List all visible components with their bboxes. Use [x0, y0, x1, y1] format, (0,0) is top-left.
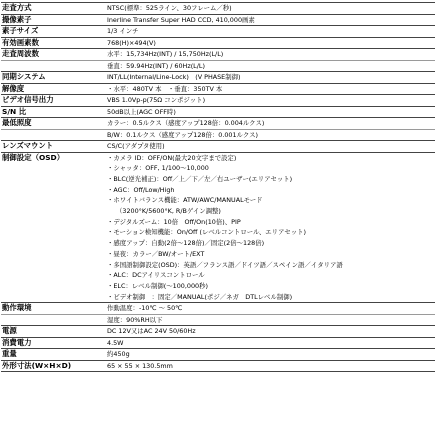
- osd-item-elc: ・ELC：レベル制御(～100,000秒): [107, 281, 208, 290]
- spec-value: 約450g: [107, 350, 130, 359]
- spec-value: 作動温度：-10℃ ～ 50℃: [107, 304, 183, 313]
- spec-value: Inerline Transfer Super HAD CCD, 410,000画素: [107, 15, 255, 24]
- spec-label: 電源: [2, 326, 17, 336]
- spec-row-osd-control: [1, 153, 435, 304]
- spec-label: 走査方式: [2, 3, 32, 12]
- spec-row-video-output: [1, 95, 435, 107]
- spec-value: DC 12V又はAC 24V 50/60Hz: [107, 327, 196, 336]
- spec-value: 1/3 インチ: [107, 27, 139, 35]
- spec-label: 重量: [2, 349, 17, 359]
- spec-row-scan-freq-v: [1, 61, 435, 73]
- spec-row-min-illum-color: [1, 118, 435, 130]
- osd-feature-list: [106, 153, 435, 303]
- spec-row-env-temp: [1, 303, 435, 315]
- spec-label: 走査周波数: [2, 49, 39, 58]
- spec-value: 4.5W: [107, 338, 124, 347]
- osd-item-language: ・多国語制御設定(OSD)：英語／フランス語／ドイツ語／スペイン語／イタリア語: [107, 260, 343, 269]
- osd-item-alc: ・ALC：DCアイリスコントロール: [107, 271, 205, 280]
- spec-row-image-sensor: [1, 15, 435, 27]
- spec-value: 水平：15,734Hz(INT) / 15,750Hz(L/L): [107, 50, 224, 58]
- spec-table: [1, 2, 435, 372]
- spec-label-empty: [1, 130, 106, 141]
- spec-label: 解像度: [2, 83, 25, 93]
- osd-item-sens-up: ・感度アップ：自動(2倍～128倍)／固定(2倍～128倍): [107, 239, 265, 248]
- spec-label: ビデオ信号出力: [2, 95, 54, 104]
- spec-value: ・水平：480TV 本 ・垂直：350TV 本: [107, 84, 223, 93]
- osd-item-digital-zoom: ・デジタルズーム：10倍 Off/On(10倍)、PIP: [107, 217, 241, 226]
- osd-item-agc: ・AGC：Off/Low/High: [107, 185, 175, 194]
- spec-row-scan-freq-h: [1, 49, 435, 61]
- spec-label: 消費電力: [2, 337, 32, 347]
- spec-row-weight: [1, 349, 435, 361]
- osd-item-white-balance: ・ホワイトバランス機能：ATW/AWC/MANUALモード: [107, 196, 263, 205]
- spec-value: 50dB以上(AGC OFF時): [107, 107, 176, 116]
- spec-value: 65 × 55 × 130.5mm: [107, 361, 173, 370]
- spec-label: 制御設定（OSD）: [2, 152, 65, 162]
- spec-value: INT/LL(Internal/Line-Lock) (V PHASE制御): [107, 73, 241, 81]
- spec-row-sn-ratio: [1, 107, 435, 119]
- spec-row-min-illum-bw: [1, 130, 435, 142]
- osd-item-camera-id: ・カメラ ID：OFF/ON(最大20文字まで設定): [107, 153, 237, 162]
- spec-label: 最低照度: [2, 118, 32, 127]
- spec-value: 湿度：90%RH以下: [107, 315, 163, 324]
- spec-row-power-consumption: [1, 338, 435, 350]
- spec-label: 同期システム: [2, 72, 46, 81]
- spec-value: NTSC(標準：525ライン、30フレーム／秒): [107, 4, 232, 12]
- spec-row-lens-mount: [1, 141, 435, 153]
- spec-row-scan-method: [1, 2, 435, 15]
- spec-value: B/W：0.1ルクス（感度アップ128倍：0.001ルクス): [107, 130, 259, 139]
- spec-label: 有効画素数: [2, 37, 39, 47]
- spec-value: CS/C(アダプタ使用): [107, 142, 165, 150]
- spec-label: 素子サイズ: [2, 26, 39, 35]
- spec-row-sensor-size: [1, 26, 435, 38]
- spec-label: レンズマウント: [2, 141, 54, 150]
- osd-item-video-control: ・ビデオ制御 ：固定／MANUAL(ポジ／ネガ DTLレベル制御): [107, 292, 293, 301]
- osd-item-shutter: ・シャッタ：OFF, 1/100～10,000: [107, 164, 209, 173]
- spec-label: 外形寸法(W×H×D): [2, 360, 72, 370]
- spec-value: 垂直：59.94Hz(INT) / 60Hz(L/L): [107, 61, 205, 70]
- spec-row-resolution: [1, 84, 435, 96]
- spec-label: 撮像素子: [2, 14, 32, 24]
- osd-item-motion-detect: ・モーション検知機能：On/Off (レベルコントロール、エリアセット): [107, 228, 307, 237]
- spec-value: 768(H)×494(V): [107, 38, 156, 47]
- spec-value: VBS 1.0Vp-p(75Ω コンポジット): [107, 96, 206, 104]
- spec-label-empty: [1, 315, 106, 326]
- osd-item-white-balance-detail: （3200°K/5600°K, R/Bゲイン調整): [116, 207, 221, 216]
- spec-row-effective-pixels: [1, 38, 435, 50]
- spec-row-sync-system: [1, 72, 435, 84]
- spec-row-env-humidity: [1, 315, 435, 327]
- osd-item-blc: ・BLC(逆光補正)：Off／上／下／左／右ユーザー(エリアセット): [107, 174, 293, 183]
- spec-label: S/N 比: [2, 106, 27, 116]
- osd-item-day-night: ・昼夜：カラー／BW/オート/EXT: [107, 249, 205, 258]
- spec-label: 動作環境: [2, 303, 32, 313]
- spec-row-power: [1, 326, 435, 338]
- spec-row-dimensions: [1, 361, 435, 373]
- spec-label-empty: [1, 61, 106, 72]
- spec-value: カラー：0.5ルクス（感度アップ128倍：0.004ルクス): [107, 119, 265, 127]
